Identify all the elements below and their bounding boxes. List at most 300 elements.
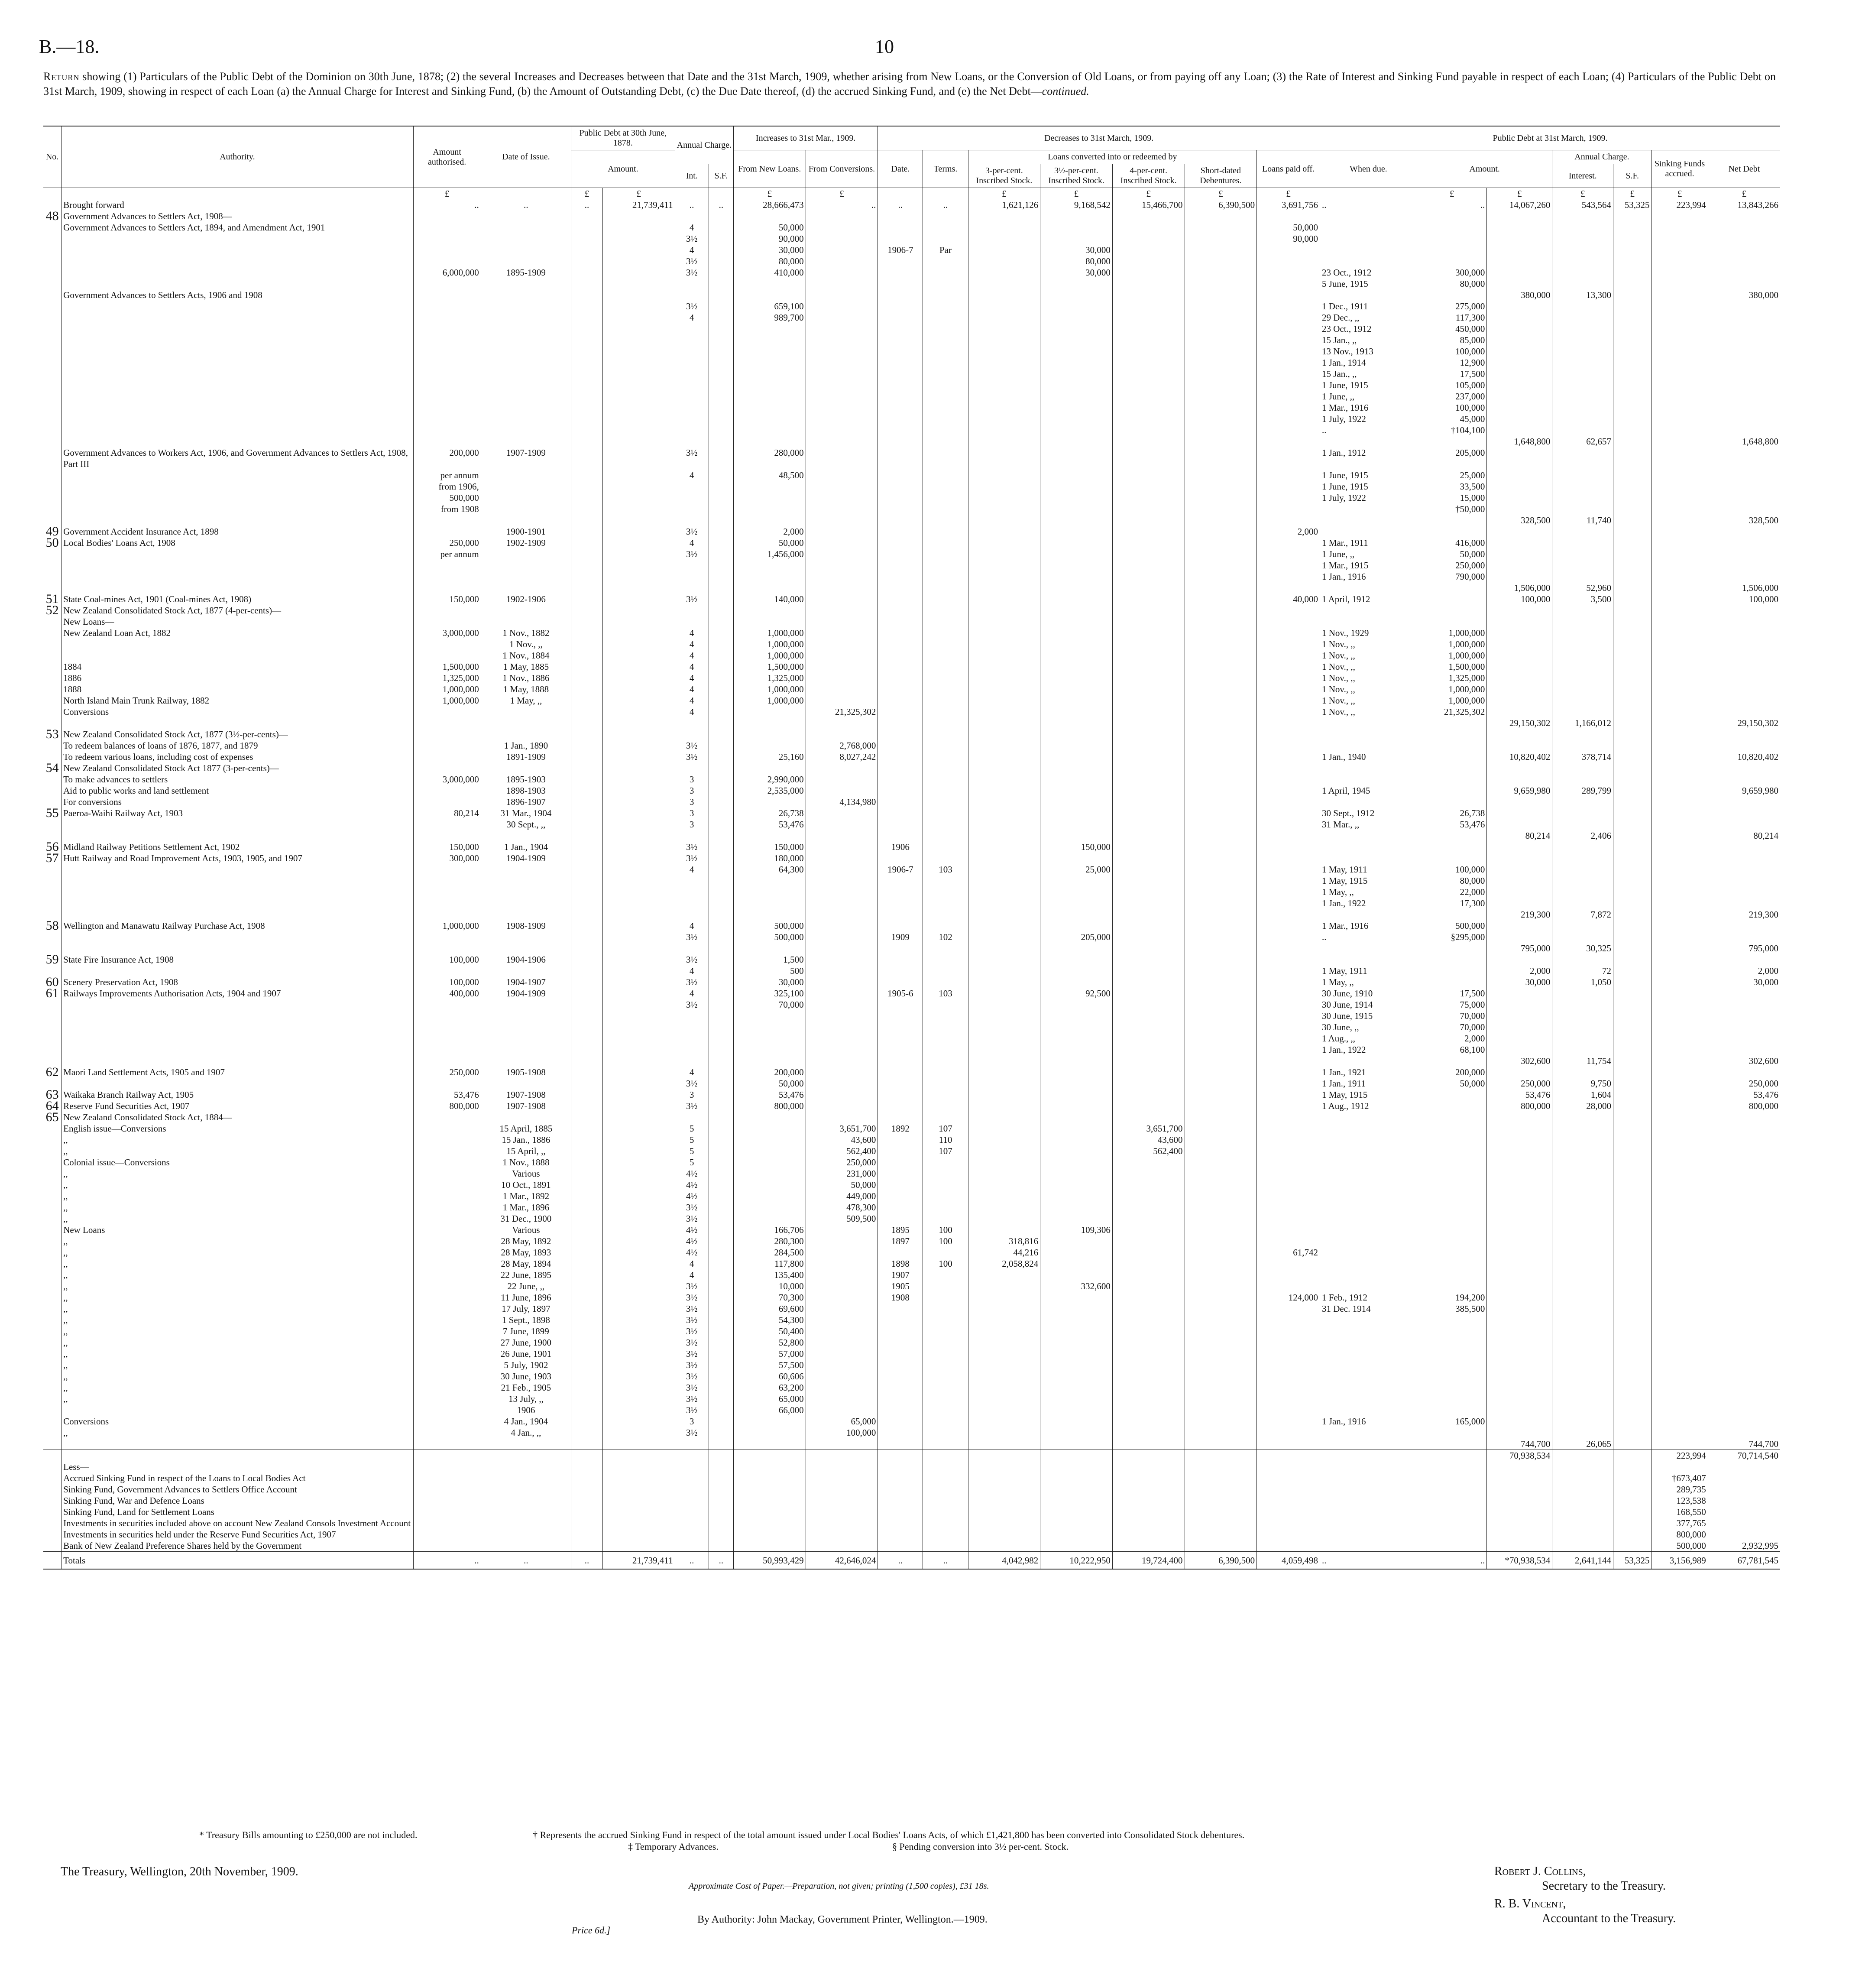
- from-conversions-cell: [806, 301, 878, 312]
- col-terms: Terms.: [923, 150, 968, 188]
- from-new-loans-cell: 70,000: [734, 999, 806, 1010]
- paid-off-cell: [1257, 717, 1320, 729]
- debt-1878-cell: [571, 808, 603, 819]
- sinking-funds-cell: [1651, 515, 1708, 526]
- debt-1878-amount-cell: [602, 1314, 675, 1326]
- amount-due-cell: 21,325,302: [1417, 706, 1486, 717]
- decrease-date-cell: [878, 819, 923, 830]
- amount-total-cell: [1487, 334, 1552, 346]
- net-debt-cell: [1708, 1427, 1780, 1438]
- row-number: [43, 819, 62, 830]
- debt-1878-amount-cell: [602, 1472, 675, 1484]
- short-dated-cell: [1185, 278, 1257, 289]
- stock-3pc-cell: [968, 593, 1040, 605]
- table-row: [43, 1078, 1780, 1089]
- stock-4pc-cell: [1112, 593, 1185, 605]
- stock-4pc-cell: [1112, 920, 1185, 931]
- date-of-issue-cell: 1907-1908: [481, 1089, 571, 1100]
- short-dated-cell: [1185, 1438, 1257, 1450]
- decrease-date-cell: ..: [878, 1552, 923, 1569]
- debt-1878-amount-cell: [602, 650, 675, 661]
- authority-cell: ,,: [62, 1236, 413, 1247]
- stock-3pc-cell: [968, 425, 1040, 436]
- when-due-cell: 23 Oct., 1912: [1320, 267, 1417, 278]
- date-of-issue-cell: 1907-1909: [481, 447, 571, 470]
- sinking-fund-rate-cell: [709, 1134, 733, 1145]
- when-due-cell: [1320, 1540, 1417, 1552]
- short-dated-cell: [1185, 1348, 1257, 1359]
- stock-4pc-cell: [1112, 965, 1185, 976]
- debt-1878-amount-cell: [602, 751, 675, 762]
- row-number: [43, 774, 62, 785]
- decrease-date-cell: 1907: [878, 1269, 923, 1281]
- net-debt-cell: [1708, 1495, 1780, 1506]
- stock-3pc-cell: [968, 875, 1040, 886]
- stock-3pc-cell: [968, 368, 1040, 379]
- interest-rate-cell: 3½: [675, 1348, 709, 1359]
- sinking-funds-cell: [1651, 616, 1708, 627]
- stock-3pc-cell: [968, 1168, 1040, 1179]
- interest-rate-cell: [675, 616, 709, 627]
- table-row: [43, 1134, 1780, 1145]
- amount-total-cell: [1487, 1416, 1552, 1427]
- terms-cell: [923, 1461, 968, 1472]
- terms-cell: [923, 492, 968, 503]
- stock-3pc-cell: [968, 1529, 1040, 1540]
- debt-1878-cell: [571, 819, 603, 830]
- short-dated-cell: [1185, 1190, 1257, 1202]
- row-number: [43, 999, 62, 1010]
- stock-35pc-cell: [1040, 1044, 1113, 1055]
- sinking-funds-cell: [1651, 1281, 1708, 1292]
- paid-off-cell: [1257, 943, 1320, 954]
- amount-total-cell: [1487, 357, 1552, 368]
- table-row: [43, 1529, 1780, 1540]
- from-new-loans-cell: 166,706: [734, 1224, 806, 1236]
- amount-authorised-cell: [413, 1213, 481, 1224]
- stock-3pc-cell: 1,621,126: [968, 199, 1040, 211]
- authority-cell: Conversions: [62, 706, 413, 717]
- interest-rate-cell: 3½: [675, 267, 709, 278]
- debt-1878-amount-cell: [602, 1495, 675, 1506]
- table-row: [43, 1303, 1780, 1314]
- stock-35pc-cell: [1040, 1484, 1113, 1495]
- paid-off-cell: 4,059,498: [1257, 1552, 1320, 1569]
- amount-authorised-cell: [413, 1010, 481, 1022]
- stock-3pc-cell: [968, 323, 1040, 334]
- pound-sign: £: [571, 188, 603, 200]
- date-of-issue-cell: 1904-1909: [481, 853, 571, 864]
- terms-cell: [923, 1179, 968, 1190]
- from-conversions-cell: [806, 639, 878, 650]
- amount-due-cell: [1417, 1326, 1486, 1337]
- short-dated-cell: [1185, 853, 1257, 864]
- stock-4pc-cell: 43,600: [1112, 1134, 1185, 1145]
- interest-rate-cell: 3½: [675, 954, 709, 965]
- stock-35pc-cell: [1040, 819, 1113, 830]
- authority-cell: [62, 1033, 413, 1044]
- stock-35pc-cell: [1040, 1303, 1113, 1314]
- date-of-issue-cell: 1904-1907: [481, 976, 571, 988]
- when-due-cell: [1320, 1134, 1417, 1145]
- row-number: [43, 875, 62, 886]
- debt-1878-cell: [571, 1281, 603, 1292]
- decrease-date-cell: [878, 1416, 923, 1427]
- table-row: [43, 920, 1780, 931]
- net-debt-cell: [1708, 537, 1780, 548]
- from-new-loans-cell: 65,000: [734, 1393, 806, 1404]
- date-of-issue-cell: [481, 481, 571, 492]
- short-dated-cell: [1185, 841, 1257, 853]
- row-number: [43, 1314, 62, 1326]
- sinking-funds-cell: [1651, 1393, 1708, 1404]
- stock-3pc-cell: [968, 1055, 1040, 1067]
- short-dated-cell: [1185, 1427, 1257, 1438]
- debt-1878-amount-cell: [602, 1518, 675, 1529]
- from-new-loans-cell: [734, 515, 806, 526]
- date-of-issue-cell: [481, 1438, 571, 1450]
- amount-total-cell: [1487, 413, 1552, 425]
- sf-1909-cell: [1613, 470, 1651, 481]
- table-row: [43, 1202, 1780, 1213]
- paid-off-cell: [1257, 481, 1320, 492]
- interest-cell: [1552, 999, 1613, 1010]
- table-row: [43, 425, 1780, 436]
- decrease-date-cell: [878, 639, 923, 650]
- stock-4pc-cell: [1112, 1202, 1185, 1213]
- date-of-issue-cell: [481, 470, 571, 481]
- stock-35pc-cell: [1040, 233, 1113, 244]
- interest-cell: [1552, 740, 1613, 751]
- stock-4pc-cell: [1112, 1518, 1185, 1529]
- from-new-loans-cell: 1,000,000: [734, 627, 806, 639]
- sinking-fund-rate-cell: [709, 470, 733, 481]
- amount-due-cell: [1417, 526, 1486, 537]
- amount-due-cell: [1417, 1382, 1486, 1393]
- stock-4pc-cell: [1112, 853, 1185, 864]
- sf-1909-cell: [1613, 1416, 1651, 1427]
- sinking-funds-cell: [1651, 1314, 1708, 1326]
- sf-1909-cell: [1613, 1495, 1651, 1506]
- page-number: 10: [875, 36, 894, 57]
- interest-rate-cell: 3½: [675, 841, 709, 853]
- interest-cell: [1552, 808, 1613, 819]
- amount-total-cell: [1487, 548, 1552, 560]
- stock-4pc-cell: [1112, 1450, 1185, 1462]
- stock-35pc-cell: [1040, 368, 1113, 379]
- paid-off-cell: [1257, 672, 1320, 684]
- table-row: [43, 1055, 1780, 1067]
- amount-due-cell: [1417, 1337, 1486, 1348]
- net-debt-cell: [1708, 211, 1780, 222]
- net-debt-cell: [1708, 1371, 1780, 1382]
- table-row: [43, 706, 1780, 717]
- decrease-date-cell: [878, 1303, 923, 1314]
- sinking-funds-cell: [1651, 323, 1708, 334]
- from-new-loans-cell: 10,000: [734, 1281, 806, 1292]
- date-of-issue-cell: [481, 560, 571, 571]
- interest-rate-cell: 3½: [675, 976, 709, 988]
- from-conversions-cell: [806, 616, 878, 627]
- decrease-date-cell: [878, 413, 923, 425]
- amount-total-cell: [1487, 1202, 1552, 1213]
- amount-authorised-cell: from 1906,: [413, 481, 481, 492]
- row-number: [43, 503, 62, 515]
- stock-3pc-cell: [968, 1157, 1040, 1168]
- sinking-fund-rate-cell: [709, 920, 733, 931]
- sinking-fund-rate-cell: [709, 1506, 733, 1518]
- from-new-loans-cell: 325,100: [734, 988, 806, 999]
- net-debt-cell: [1708, 1484, 1780, 1495]
- amount-authorised-cell: [413, 1281, 481, 1292]
- terms-cell: [923, 616, 968, 627]
- date-of-issue-cell: 1 Nov., 1884: [481, 650, 571, 661]
- interest-cell: 62,657: [1552, 436, 1613, 447]
- sinking-fund-rate-cell: [709, 346, 733, 357]
- net-debt-cell: [1708, 661, 1780, 672]
- amount-authorised-cell: [413, 1450, 481, 1462]
- interest-cell: [1552, 233, 1613, 244]
- decrease-date-cell: [878, 312, 923, 323]
- when-due-cell: 1 Mar., 1915: [1320, 560, 1417, 571]
- paid-off-cell: [1257, 1168, 1320, 1179]
- row-number: [43, 1359, 62, 1371]
- table-row: [43, 1506, 1780, 1518]
- authority-cell: ,,: [62, 1190, 413, 1202]
- amount-authorised-cell: [413, 312, 481, 323]
- sf-1909-cell: [1613, 244, 1651, 256]
- stock-4pc-cell: [1112, 436, 1185, 447]
- stock-35pc-cell: [1040, 1450, 1113, 1462]
- pound-sign: £: [1112, 188, 1185, 200]
- stock-35pc-cell: [1040, 447, 1113, 470]
- net-debt-cell: [1708, 278, 1780, 289]
- stock-4pc-cell: [1112, 492, 1185, 503]
- terms-cell: [923, 1393, 968, 1404]
- from-new-loans-cell: 2,990,000: [734, 774, 806, 785]
- from-conversions-cell: [806, 976, 878, 988]
- sinking-funds-cell: 500,000: [1651, 1540, 1708, 1552]
- amount-due-cell: ..: [1417, 199, 1486, 211]
- from-new-loans-cell: 50,993,429: [734, 1552, 806, 1569]
- table-row: [43, 1190, 1780, 1202]
- stock-4pc-cell: [1112, 616, 1185, 627]
- stock-35pc-cell: [1040, 301, 1113, 312]
- stock-35pc-cell: [1040, 717, 1113, 729]
- date-of-issue-cell: [481, 357, 571, 368]
- stock-3pc-cell: [968, 808, 1040, 819]
- amount-authorised-cell: 1,000,000: [413, 684, 481, 695]
- debt-1878-cell: [571, 233, 603, 244]
- paid-off-cell: [1257, 1326, 1320, 1337]
- row-number: 56: [45, 841, 59, 853]
- amount-authorised-cell: 250,000: [413, 1067, 481, 1078]
- net-debt-cell: [1708, 1303, 1780, 1314]
- sinking-funds-cell: [1651, 391, 1708, 402]
- interest-cell: [1552, 346, 1613, 357]
- paid-off-cell: [1257, 402, 1320, 413]
- interest-rate-cell: [675, 560, 709, 571]
- interest-cell: [1552, 1247, 1613, 1258]
- sf-1909-cell: [1613, 650, 1651, 661]
- short-dated-cell: [1185, 368, 1257, 379]
- sf-1909-cell: [1613, 560, 1651, 571]
- when-due-cell: [1320, 1348, 1417, 1359]
- authority-cell: ,,: [62, 1269, 413, 1281]
- amount-due-cell: 68,100: [1417, 1044, 1486, 1055]
- debt-1878-amount-cell: [602, 1337, 675, 1348]
- net-debt-cell: [1708, 672, 1780, 684]
- decrease-date-cell: 1895: [878, 1224, 923, 1236]
- amount-total-cell: 328,500: [1487, 515, 1552, 526]
- paid-off-cell: [1257, 1010, 1320, 1022]
- table-row: [43, 639, 1780, 650]
- from-conversions-cell: [806, 1371, 878, 1382]
- row-number: 60: [45, 976, 59, 988]
- amount-total-cell: 302,600: [1487, 1055, 1552, 1067]
- amount-total-cell: [1487, 1236, 1552, 1247]
- col-amount-1878: Amount.: [571, 150, 675, 188]
- amount-authorised-cell: 250,000: [413, 537, 481, 548]
- stock-4pc-cell: [1112, 470, 1185, 481]
- sf-1909-cell: [1613, 954, 1651, 965]
- sinking-fund-rate-cell: [709, 379, 733, 391]
- from-conversions-cell: [806, 875, 878, 886]
- date-of-issue-cell: [481, 864, 571, 875]
- interest-cell: [1552, 1540, 1613, 1552]
- sf-1909-cell: [1613, 1224, 1651, 1236]
- table-row: [43, 1281, 1780, 1292]
- date-of-issue-cell: Various: [481, 1168, 571, 1179]
- sinking-fund-rate-cell: [709, 830, 733, 841]
- stock-35pc-cell: [1040, 334, 1113, 346]
- short-dated-cell: [1185, 864, 1257, 875]
- debt-1878-cell: [571, 751, 603, 762]
- decrease-date-cell: [878, 1348, 923, 1359]
- col-group-public-debt-1878: Public Debt at 30th June, 1878.: [571, 126, 675, 150]
- stock-3pc-cell: [968, 1123, 1040, 1134]
- paid-off-cell: 124,000: [1257, 1292, 1320, 1303]
- authority-cell: ,,: [62, 1145, 413, 1157]
- sinking-fund-rate-cell: [709, 1202, 733, 1213]
- authority-cell: [62, 470, 413, 481]
- date-of-issue-cell: [481, 436, 571, 447]
- interest-rate-cell: 4½: [675, 1236, 709, 1247]
- interest-rate-cell: 3½: [675, 999, 709, 1010]
- date-of-issue-cell: [481, 413, 571, 425]
- terms-cell: [923, 1359, 968, 1371]
- date-of-issue-cell: 1 Nov., ,,: [481, 639, 571, 650]
- interest-cell: 28,000: [1552, 1100, 1613, 1112]
- stock-35pc-cell: [1040, 515, 1113, 526]
- interest-rate-cell: [675, 391, 709, 402]
- authority-cell: Investments in securities held under the Reserve Fund Securities Act, 1907: [62, 1529, 413, 1540]
- when-due-cell: [1320, 1438, 1417, 1450]
- sinking-fund-rate-cell: [709, 1450, 733, 1462]
- terms-cell: [923, 256, 968, 267]
- table-row: [43, 312, 1780, 323]
- terms-cell: [923, 976, 968, 988]
- sinking-fund-rate-cell: [709, 1179, 733, 1190]
- authority-cell: Sinking Fund, War and Defence Loans: [62, 1495, 413, 1506]
- stock-35pc-cell: [1040, 661, 1113, 672]
- stock-4pc-cell: [1112, 503, 1185, 515]
- from-conversions-cell: [806, 1461, 878, 1472]
- stock-3pc-cell: [968, 447, 1040, 470]
- stock-3pc-cell: [968, 605, 1040, 616]
- short-dated-cell: [1185, 954, 1257, 965]
- when-due-cell: 1 May, 1911: [1320, 965, 1417, 976]
- stock-35pc-cell: [1040, 548, 1113, 560]
- authority-cell: [62, 965, 413, 976]
- row-number: [43, 1247, 62, 1258]
- stock-3pc-cell: [968, 796, 1040, 808]
- when-due-cell: [1320, 729, 1417, 740]
- stock-4pc-cell: [1112, 571, 1185, 582]
- net-debt-cell: 29,150,302: [1708, 717, 1780, 729]
- sinking-funds-cell: [1651, 943, 1708, 954]
- interest-cell: [1552, 402, 1613, 413]
- short-dated-cell: [1185, 391, 1257, 402]
- interest-rate-cell: 3½: [675, 301, 709, 312]
- paid-off-cell: [1257, 864, 1320, 875]
- sf-1909-cell: [1613, 312, 1651, 323]
- stock-4pc-cell: [1112, 1179, 1185, 1190]
- decrease-date-cell: [878, 211, 923, 222]
- interest-cell: [1552, 729, 1613, 740]
- sinking-fund-rate-cell: [709, 650, 733, 661]
- decrease-date-cell: [878, 740, 923, 751]
- short-dated-cell: [1185, 886, 1257, 898]
- table-row: [43, 503, 1780, 515]
- debt-1878-cell: [571, 1224, 603, 1236]
- amount-due-cell: §295,000: [1417, 931, 1486, 943]
- debt-1878-amount-cell: [602, 943, 675, 954]
- short-dated-cell: [1185, 211, 1257, 222]
- amount-due-cell: [1417, 244, 1486, 256]
- table-row: [43, 211, 1780, 222]
- stock-3pc-cell: [968, 1067, 1040, 1078]
- amount-due-cell: [1417, 1236, 1486, 1247]
- date-of-issue-cell: [481, 1506, 571, 1518]
- amount-due-cell: [1417, 762, 1486, 774]
- terms-cell: [923, 717, 968, 729]
- from-conversions-cell: [806, 1055, 878, 1067]
- net-debt-cell: [1708, 1518, 1780, 1529]
- date-of-issue-cell: 1902-1906: [481, 593, 571, 605]
- date-of-issue-cell: 4 Jan., ,,: [481, 1427, 571, 1438]
- sf-1909-cell: [1613, 661, 1651, 672]
- amount-authorised-cell: [413, 1382, 481, 1393]
- short-dated-cell: [1185, 1202, 1257, 1213]
- amount-authorised-cell: [413, 526, 481, 537]
- terms-cell: 100: [923, 1236, 968, 1247]
- row-number: [43, 492, 62, 503]
- row-number: [43, 886, 62, 898]
- net-debt-cell: 219,300: [1708, 909, 1780, 920]
- short-dated-cell: [1185, 1213, 1257, 1224]
- sf-1909-cell: 53,325: [1613, 1552, 1651, 1569]
- sf-1909-cell: [1613, 1055, 1651, 1067]
- from-conversions-cell: [806, 762, 878, 774]
- authority-cell: [62, 346, 413, 357]
- stock-4pc-cell: [1112, 605, 1185, 616]
- stock-35pc-cell: [1040, 1438, 1113, 1450]
- interest-rate-cell: [675, 1112, 709, 1123]
- interest-rate-cell: 4: [675, 1269, 709, 1281]
- short-dated-cell: [1185, 943, 1257, 954]
- authority-cell: ,,: [62, 1303, 413, 1314]
